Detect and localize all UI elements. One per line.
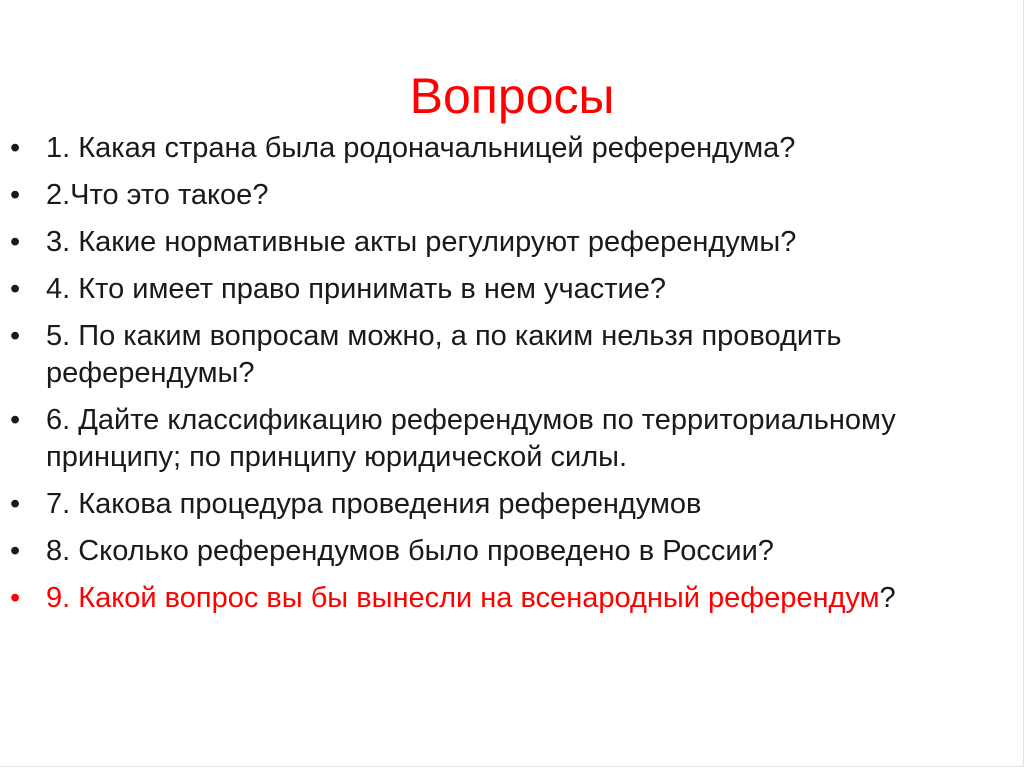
list-item-2: [0, 177, 1024, 214]
question-list: [0, 130, 1024, 627]
question-text-4: 4. Кто имеет право принимать в нем участие?: [46, 273, 666, 305]
question-text-9: 9. Какой вопрос вы бы вынесли на всенародный референдум: [46, 582, 880, 614]
list-item-4: [0, 271, 1024, 308]
question-mark: ?: [879, 582, 896, 614]
question-text-5: 5. По каким вопросам можно, а по каким нельзя проводить референдумы?: [46, 320, 842, 389]
bullet-icon: •: [10, 582, 21, 614]
list-item-6: [0, 402, 1024, 476]
bullet-icon: •: [10, 488, 21, 520]
bullet-icon: •: [10, 179, 21, 211]
bullet-icon: •: [10, 226, 21, 258]
question-text-1: 1. Какая страна была родоначальницей референдума?: [46, 132, 796, 164]
bullet-icon: •: [10, 320, 21, 352]
list-item-9: [0, 580, 1024, 617]
bullet-icon: •: [10, 535, 21, 567]
list-item-1: [0, 130, 1024, 167]
question-text-8: 8. Сколько референдумов было проведено в России?: [46, 535, 774, 567]
question-text-2: 2.Что это такое?: [46, 179, 269, 211]
list-item-3: [0, 224, 1024, 261]
list-item-5: [0, 318, 1024, 392]
list-item-7: [0, 486, 1024, 523]
question-text-3: 3. Какие нормативные акты регулируют референдумы?: [46, 226, 797, 258]
bullet-icon: •: [10, 273, 21, 305]
question-text-6: 6. Дайте классификацию референдумов по территориальному принципу; по принципу юридической силы.: [46, 404, 896, 473]
bullet-icon: •: [10, 132, 21, 164]
list-item-8: [0, 533, 1024, 570]
slide-title: Вопросы: [409, 68, 615, 124]
question-text-7: 7. Какова процедура проведения референдумов: [46, 488, 702, 520]
bullet-icon: •: [10, 404, 21, 436]
